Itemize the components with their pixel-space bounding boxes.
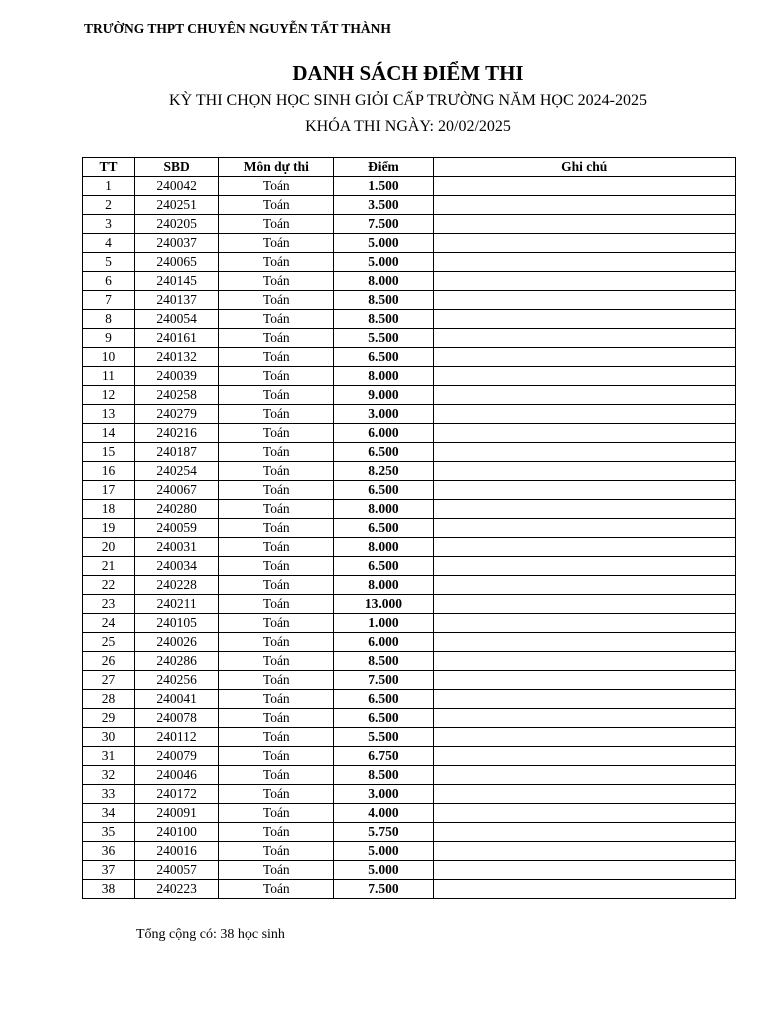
cell-sbd: 240026: [135, 633, 219, 652]
table-row: [83, 329, 736, 348]
cell-tt: 23: [83, 595, 135, 614]
cell-note: [433, 823, 735, 842]
cell-score: 3.500: [334, 196, 433, 215]
cell-score: 5.000: [334, 842, 433, 861]
cell-sbd: 240059: [135, 519, 219, 538]
cell-tt: 1: [83, 177, 135, 196]
cell-sbd: 240079: [135, 747, 219, 766]
cell-tt: 6: [83, 272, 135, 291]
cell-note: [433, 880, 735, 899]
cell-tt: 7: [83, 291, 135, 310]
cell-subject: Toán: [219, 348, 334, 367]
cell-tt: 3: [83, 215, 135, 234]
table-row: [83, 880, 736, 899]
cell-tt: 9: [83, 329, 135, 348]
cell-sbd: 240057: [135, 861, 219, 880]
cell-tt: 19: [83, 519, 135, 538]
table-row: [83, 595, 736, 614]
cell-score: 1.500: [334, 177, 433, 196]
cell-note: [433, 671, 735, 690]
cell-tt: 8: [83, 310, 135, 329]
cell-subject: Toán: [219, 690, 334, 709]
cell-score: 7.500: [334, 215, 433, 234]
cell-tt: 21: [83, 557, 135, 576]
cell-note: [433, 709, 735, 728]
cell-tt: 33: [83, 785, 135, 804]
cell-note: [433, 367, 735, 386]
total-count: Tổng cộng có: 38 học sinh: [136, 927, 285, 942]
cell-tt: 32: [83, 766, 135, 785]
table-row: [83, 500, 736, 519]
column-header-sbd: SBD: [135, 158, 219, 177]
cell-note: [433, 481, 735, 500]
cell-tt: 24: [83, 614, 135, 633]
cell-note: [433, 728, 735, 747]
cell-score: 6.500: [334, 481, 433, 500]
cell-tt: 30: [83, 728, 135, 747]
cell-score: 6.500: [334, 443, 433, 462]
cell-subject: Toán: [219, 481, 334, 500]
exam-subtitle: KỲ THI CHỌN HỌC SINH GIỎI CẤP TRƯỜNG NĂM HỌC 2024-2025: [169, 92, 647, 109]
cell-subject: Toán: [219, 823, 334, 842]
table-row: [83, 785, 736, 804]
cell-note: [433, 785, 735, 804]
cell-score: 6.000: [334, 633, 433, 652]
cell-subject: Toán: [219, 177, 334, 196]
cell-sbd: 240256: [135, 671, 219, 690]
cell-subject: Toán: [219, 766, 334, 785]
cell-score: 9.000: [334, 386, 433, 405]
cell-sbd: 240228: [135, 576, 219, 595]
cell-sbd: 240280: [135, 500, 219, 519]
cell-score: 8.000: [334, 538, 433, 557]
cell-sbd: 240016: [135, 842, 219, 861]
cell-note: [433, 215, 735, 234]
cell-score: 6.750: [334, 747, 433, 766]
cell-score: 8.000: [334, 576, 433, 595]
cell-score: 6.500: [334, 519, 433, 538]
cell-note: [433, 310, 735, 329]
column-header-note: Ghi chú: [433, 158, 735, 177]
table-row: [83, 310, 736, 329]
column-header-subject: Môn dự thi: [219, 158, 334, 177]
table-header-row: [83, 158, 736, 177]
cell-tt: 25: [83, 633, 135, 652]
cell-subject: Toán: [219, 424, 334, 443]
cell-tt: 28: [83, 690, 135, 709]
cell-note: [433, 576, 735, 595]
cell-note: [433, 272, 735, 291]
cell-tt: 5: [83, 253, 135, 272]
cell-note: [433, 595, 735, 614]
cell-note: [433, 500, 735, 519]
table-row: [83, 861, 736, 880]
cell-subject: Toán: [219, 576, 334, 595]
cell-sbd: 240105: [135, 614, 219, 633]
cell-subject: Toán: [219, 215, 334, 234]
cell-score: 5.000: [334, 253, 433, 272]
cell-note: [433, 690, 735, 709]
table-row: [83, 652, 736, 671]
cell-note: [433, 766, 735, 785]
cell-note: [433, 652, 735, 671]
table-row: [83, 671, 736, 690]
table-row: [83, 272, 736, 291]
table-row: [83, 215, 736, 234]
cell-score: 8.500: [334, 652, 433, 671]
cell-sbd: 240187: [135, 443, 219, 462]
cell-subject: Toán: [219, 405, 334, 424]
cell-tt: 16: [83, 462, 135, 481]
cell-sbd: 240279: [135, 405, 219, 424]
table-row: [83, 443, 736, 462]
cell-score: 13.000: [334, 595, 433, 614]
table-row: [83, 614, 736, 633]
table-row: [83, 234, 736, 253]
cell-note: [433, 291, 735, 310]
table-row: [83, 291, 736, 310]
cell-subject: Toán: [219, 519, 334, 538]
cell-sbd: 240172: [135, 785, 219, 804]
cell-score: 5.500: [334, 728, 433, 747]
table-row: [83, 766, 736, 785]
cell-sbd: 240065: [135, 253, 219, 272]
cell-tt: 34: [83, 804, 135, 823]
cell-subject: Toán: [219, 367, 334, 386]
table-row: [83, 196, 736, 215]
cell-tt: 36: [83, 842, 135, 861]
cell-note: [433, 443, 735, 462]
score-table: [82, 157, 736, 899]
cell-note: [433, 614, 735, 633]
cell-score: 8.250: [334, 462, 433, 481]
cell-score: 8.500: [334, 291, 433, 310]
cell-note: [433, 519, 735, 538]
cell-sbd: 240100: [135, 823, 219, 842]
cell-score: 5.500: [334, 329, 433, 348]
cell-subject: Toán: [219, 557, 334, 576]
cell-score: 6.500: [334, 348, 433, 367]
table-row: [83, 823, 736, 842]
table-row: [83, 405, 736, 424]
school-name: TRƯỜNG THPT CHUYÊN NGUYỄN TẤT THÀNH: [84, 21, 391, 36]
cell-sbd: 240031: [135, 538, 219, 557]
table-row: [83, 804, 736, 823]
cell-subject: Toán: [219, 728, 334, 747]
cell-subject: Toán: [219, 329, 334, 348]
cell-sbd: 240037: [135, 234, 219, 253]
table-row: [83, 367, 736, 386]
cell-subject: Toán: [219, 652, 334, 671]
table-row: [83, 462, 736, 481]
cell-subject: Toán: [219, 253, 334, 272]
cell-score: 7.500: [334, 671, 433, 690]
cell-score: 8.000: [334, 367, 433, 386]
cell-score: 3.000: [334, 405, 433, 424]
cell-sbd: 240034: [135, 557, 219, 576]
cell-subject: Toán: [219, 842, 334, 861]
cell-tt: 27: [83, 671, 135, 690]
cell-note: [433, 253, 735, 272]
cell-note: [433, 462, 735, 481]
cell-subject: Toán: [219, 709, 334, 728]
column-header-tt: TT: [83, 158, 135, 177]
cell-sbd: 240078: [135, 709, 219, 728]
cell-tt: 18: [83, 500, 135, 519]
table-row: [83, 842, 736, 861]
cell-tt: 4: [83, 234, 135, 253]
table-row: [83, 576, 736, 595]
cell-score: 8.500: [334, 310, 433, 329]
cell-tt: 15: [83, 443, 135, 462]
cell-subject: Toán: [219, 443, 334, 462]
cell-score: 7.500: [334, 880, 433, 899]
cell-subject: Toán: [219, 785, 334, 804]
table-body: [83, 177, 736, 899]
cell-subject: Toán: [219, 291, 334, 310]
cell-sbd: 240041: [135, 690, 219, 709]
table-row: [83, 177, 736, 196]
cell-sbd: 240211: [135, 595, 219, 614]
cell-sbd: 240112: [135, 728, 219, 747]
cell-note: [433, 196, 735, 215]
cell-subject: Toán: [219, 386, 334, 405]
cell-tt: 26: [83, 652, 135, 671]
cell-score: 6.500: [334, 557, 433, 576]
cell-note: [433, 861, 735, 880]
cell-subject: Toán: [219, 196, 334, 215]
cell-tt: 38: [83, 880, 135, 899]
cell-subject: Toán: [219, 747, 334, 766]
cell-score: 1.000: [334, 614, 433, 633]
cell-sbd: 240046: [135, 766, 219, 785]
cell-subject: Toán: [219, 861, 334, 880]
cell-score: 5.750: [334, 823, 433, 842]
cell-subject: Toán: [219, 462, 334, 481]
cell-score: 8.000: [334, 272, 433, 291]
cell-sbd: 240091: [135, 804, 219, 823]
cell-score: 4.000: [334, 804, 433, 823]
cell-sbd: 240137: [135, 291, 219, 310]
table-row: [83, 557, 736, 576]
cell-tt: 14: [83, 424, 135, 443]
cell-note: [433, 234, 735, 253]
cell-note: [433, 633, 735, 652]
cell-note: [433, 405, 735, 424]
cell-tt: 13: [83, 405, 135, 424]
cell-note: [433, 424, 735, 443]
cell-sbd: 240039: [135, 367, 219, 386]
cell-note: [433, 348, 735, 367]
cell-note: [433, 386, 735, 405]
cell-note: [433, 177, 735, 196]
cell-tt: 31: [83, 747, 135, 766]
cell-tt: 22: [83, 576, 135, 595]
table-row: [83, 253, 736, 272]
table-row: [83, 424, 736, 443]
cell-tt: 12: [83, 386, 135, 405]
cell-subject: Toán: [219, 538, 334, 557]
cell-sbd: 240223: [135, 880, 219, 899]
cell-sbd: 240205: [135, 215, 219, 234]
page-title: DANH SÁCH ĐIỂM THI: [292, 61, 524, 85]
cell-subject: Toán: [219, 880, 334, 899]
cell-score: 3.000: [334, 785, 433, 804]
cell-sbd: 240042: [135, 177, 219, 196]
cell-subject: Toán: [219, 614, 334, 633]
cell-sbd: 240254: [135, 462, 219, 481]
cell-subject: Toán: [219, 234, 334, 253]
cell-tt: 2: [83, 196, 135, 215]
cell-subject: Toán: [219, 633, 334, 652]
cell-sbd: 240067: [135, 481, 219, 500]
cell-score: 6.500: [334, 690, 433, 709]
cell-tt: 17: [83, 481, 135, 500]
cell-subject: Toán: [219, 804, 334, 823]
cell-tt: 37: [83, 861, 135, 880]
table-row: [83, 633, 736, 652]
cell-tt: 35: [83, 823, 135, 842]
cell-score: 5.000: [334, 234, 433, 253]
table-row: [83, 690, 736, 709]
cell-sbd: 240286: [135, 652, 219, 671]
cell-subject: Toán: [219, 500, 334, 519]
table-row: [83, 386, 736, 405]
cell-subject: Toán: [219, 595, 334, 614]
table-row: [83, 728, 736, 747]
cell-tt: 10: [83, 348, 135, 367]
cell-sbd: 240258: [135, 386, 219, 405]
cell-sbd: 240145: [135, 272, 219, 291]
cell-sbd: 240216: [135, 424, 219, 443]
cell-sbd: 240054: [135, 310, 219, 329]
cell-sbd: 240161: [135, 329, 219, 348]
column-header-score: Điểm: [334, 158, 433, 177]
cell-note: [433, 557, 735, 576]
cell-tt: 11: [83, 367, 135, 386]
table-row: [83, 348, 736, 367]
cell-note: [433, 747, 735, 766]
cell-score: 8.500: [334, 766, 433, 785]
table-row: [83, 481, 736, 500]
cell-note: [433, 804, 735, 823]
cell-note: [433, 329, 735, 348]
cell-tt: 29: [83, 709, 135, 728]
cell-score: 6.500: [334, 709, 433, 728]
cell-note: [433, 538, 735, 557]
cell-score: 5.000: [334, 861, 433, 880]
table-row: [83, 709, 736, 728]
table-row: [83, 519, 736, 538]
cell-subject: Toán: [219, 310, 334, 329]
cell-score: 6.000: [334, 424, 433, 443]
cell-sbd: 240251: [135, 196, 219, 215]
cell-subject: Toán: [219, 671, 334, 690]
cell-note: [433, 842, 735, 861]
cell-tt: 20: [83, 538, 135, 557]
table-row: [83, 747, 736, 766]
exam-date: KHÓA THI NGÀY: 20/02/2025: [305, 118, 511, 135]
table-row: [83, 538, 736, 557]
cell-subject: Toán: [219, 272, 334, 291]
cell-score: 8.000: [334, 500, 433, 519]
cell-sbd: 240132: [135, 348, 219, 367]
